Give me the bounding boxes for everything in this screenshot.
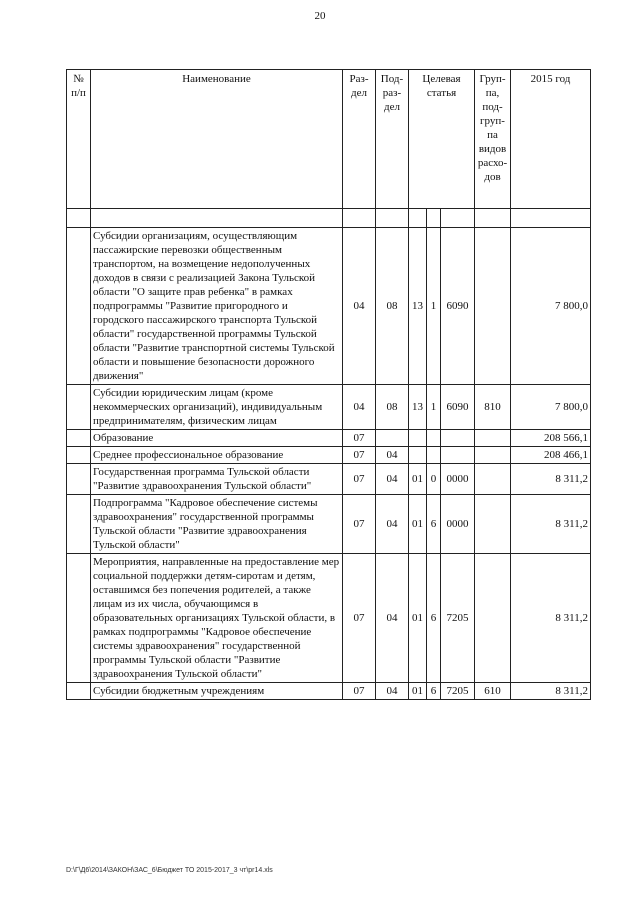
- row-podrazdel: 04: [376, 447, 409, 464]
- row-name: Среднее профессиональное образование: [91, 447, 343, 464]
- row-target-subprogram: 6: [427, 495, 441, 554]
- row-amount: 8 311,2: [511, 464, 591, 495]
- row-amount: 8 311,2: [511, 683, 591, 700]
- row-name: Мероприятия, направленные на предоставление мер социальной поддержки детям-сиротам и детям, оставшимся без попечения родителей, а также лицам из их числа, обучающимся в образовательных организациях Тульской области, в рамках подпрограммы "Кадровое обеспечение системы здравоохранения" государственной программы Тульской области "Развитие здравоохранения Тульской области": [91, 554, 343, 683]
- row-razdel: 04: [343, 228, 376, 385]
- row-number: [67, 464, 91, 495]
- row-target-subprogram: 6: [427, 683, 441, 700]
- header-number: № п/п: [67, 70, 91, 209]
- row-gruppa: 810: [475, 385, 511, 430]
- row-amount: 208 466,1: [511, 447, 591, 464]
- table-row: [67, 554, 591, 683]
- row-target-subprogram: 6: [427, 554, 441, 683]
- row-podrazdel: 04: [376, 683, 409, 700]
- row-number: [67, 385, 91, 430]
- row-target-program: [409, 430, 427, 447]
- row-razdel: 07: [343, 554, 376, 683]
- row-target-direction: [441, 430, 475, 447]
- header-tselevaya-statya: Целевая статья: [409, 70, 475, 209]
- row-number: [67, 554, 91, 683]
- row-gruppa: [475, 228, 511, 385]
- row-name: Субсидии организациям, осуществляющим пассажирские перевозки общественным транспортом, на возмещение недополученных доходов в связи с реализацией Закона Тульской области "О защите прав ребенка" в рамках подпрограммы "Развитие пригородного и городского пассажирского транспорта Тульской области" государственной программы Тульской области "Развитие транспортной системы Тульской области и повышение безопасности дорожного движения": [91, 228, 343, 385]
- row-razdel: 07: [343, 430, 376, 447]
- row-target-program: 01: [409, 554, 427, 683]
- row-name: Субсидии юридическим лицам (кроме некоммерческих организаций), индивидуальным предпринимателям, физическим лицам: [91, 385, 343, 430]
- row-target-direction: [441, 447, 475, 464]
- row-name: Государственная программа Тульской области "Развитие здравоохранения Тульской области": [91, 464, 343, 495]
- row-number: [67, 447, 91, 464]
- row-target-subprogram: 1: [427, 228, 441, 385]
- row-amount: 8 311,2: [511, 495, 591, 554]
- row-podrazdel: 08: [376, 385, 409, 430]
- row-name: Образование: [91, 430, 343, 447]
- table-row: [67, 430, 591, 447]
- row-number: [67, 228, 91, 385]
- table-row: [67, 683, 591, 700]
- table-row: [67, 228, 591, 385]
- budget-table: [66, 69, 591, 700]
- row-number: [67, 430, 91, 447]
- row-target-program: [409, 447, 427, 464]
- table-row: [67, 385, 591, 430]
- row-target-subprogram: 1: [427, 385, 441, 430]
- row-target-program: 13: [409, 228, 427, 385]
- row-name: Подпрограмма "Кадровое обеспечение системы здравоохранения" государственной программы Тульской области "Развитие здравоохранения Тульской области": [91, 495, 343, 554]
- row-number: [67, 683, 91, 700]
- row-gruppa: [475, 554, 511, 683]
- page-number: 20: [314, 10, 326, 22]
- header-podrazdel: Под-раз-дел: [376, 70, 409, 209]
- spacer-row: [67, 209, 591, 228]
- row-target-subprogram: [427, 430, 441, 447]
- row-razdel: 07: [343, 447, 376, 464]
- row-target-program: 01: [409, 683, 427, 700]
- row-target-program: 13: [409, 385, 427, 430]
- row-amount: 7 800,0: [511, 385, 591, 430]
- row-target-program: 01: [409, 464, 427, 495]
- row-gruppa: [475, 495, 511, 554]
- row-target-subprogram: [427, 447, 441, 464]
- row-gruppa: 610: [475, 683, 511, 700]
- row-target-direction: 7205: [441, 554, 475, 683]
- row-target-direction: 0000: [441, 464, 475, 495]
- row-podrazdel: 08: [376, 228, 409, 385]
- table-row: [67, 495, 591, 554]
- row-razdel: 07: [343, 683, 376, 700]
- row-razdel: 04: [343, 385, 376, 430]
- row-target-subprogram: 0: [427, 464, 441, 495]
- row-target-direction: 7205: [441, 683, 475, 700]
- row-gruppa: [475, 464, 511, 495]
- row-podrazdel: 04: [376, 554, 409, 683]
- row-target-direction: 0000: [441, 495, 475, 554]
- row-target-direction: 6090: [441, 228, 475, 385]
- row-podrazdel: [376, 430, 409, 447]
- row-target-program: 01: [409, 495, 427, 554]
- table-header-row: [67, 70, 591, 209]
- table-row: [67, 464, 591, 495]
- header-name: Наименование: [91, 70, 343, 209]
- row-gruppa: [475, 447, 511, 464]
- row-razdel: 07: [343, 495, 376, 554]
- row-amount: 7 800,0: [511, 228, 591, 385]
- row-podrazdel: 04: [376, 464, 409, 495]
- row-gruppa: [475, 430, 511, 447]
- row-razdel: 07: [343, 464, 376, 495]
- row-name: Субсидии бюджетным учреждениям: [91, 683, 343, 700]
- row-podrazdel: 04: [376, 495, 409, 554]
- table-row: [67, 447, 591, 464]
- header-razdel: Раз-дел: [343, 70, 376, 209]
- footer-file-path: D:\Г\Д6\2014\ЗАКОН\ЗАС_6\Бюджет ТО 2015-2017_3 чт\pr14.xls: [66, 867, 273, 874]
- row-target-direction: 6090: [441, 385, 475, 430]
- row-number: [67, 495, 91, 554]
- row-amount: 208 566,1: [511, 430, 591, 447]
- header-year: 2015 год: [511, 70, 591, 209]
- header-gruppa: Груп-па, под-груп-па видов расхо-дов: [475, 70, 511, 209]
- row-amount: 8 311,2: [511, 554, 591, 683]
